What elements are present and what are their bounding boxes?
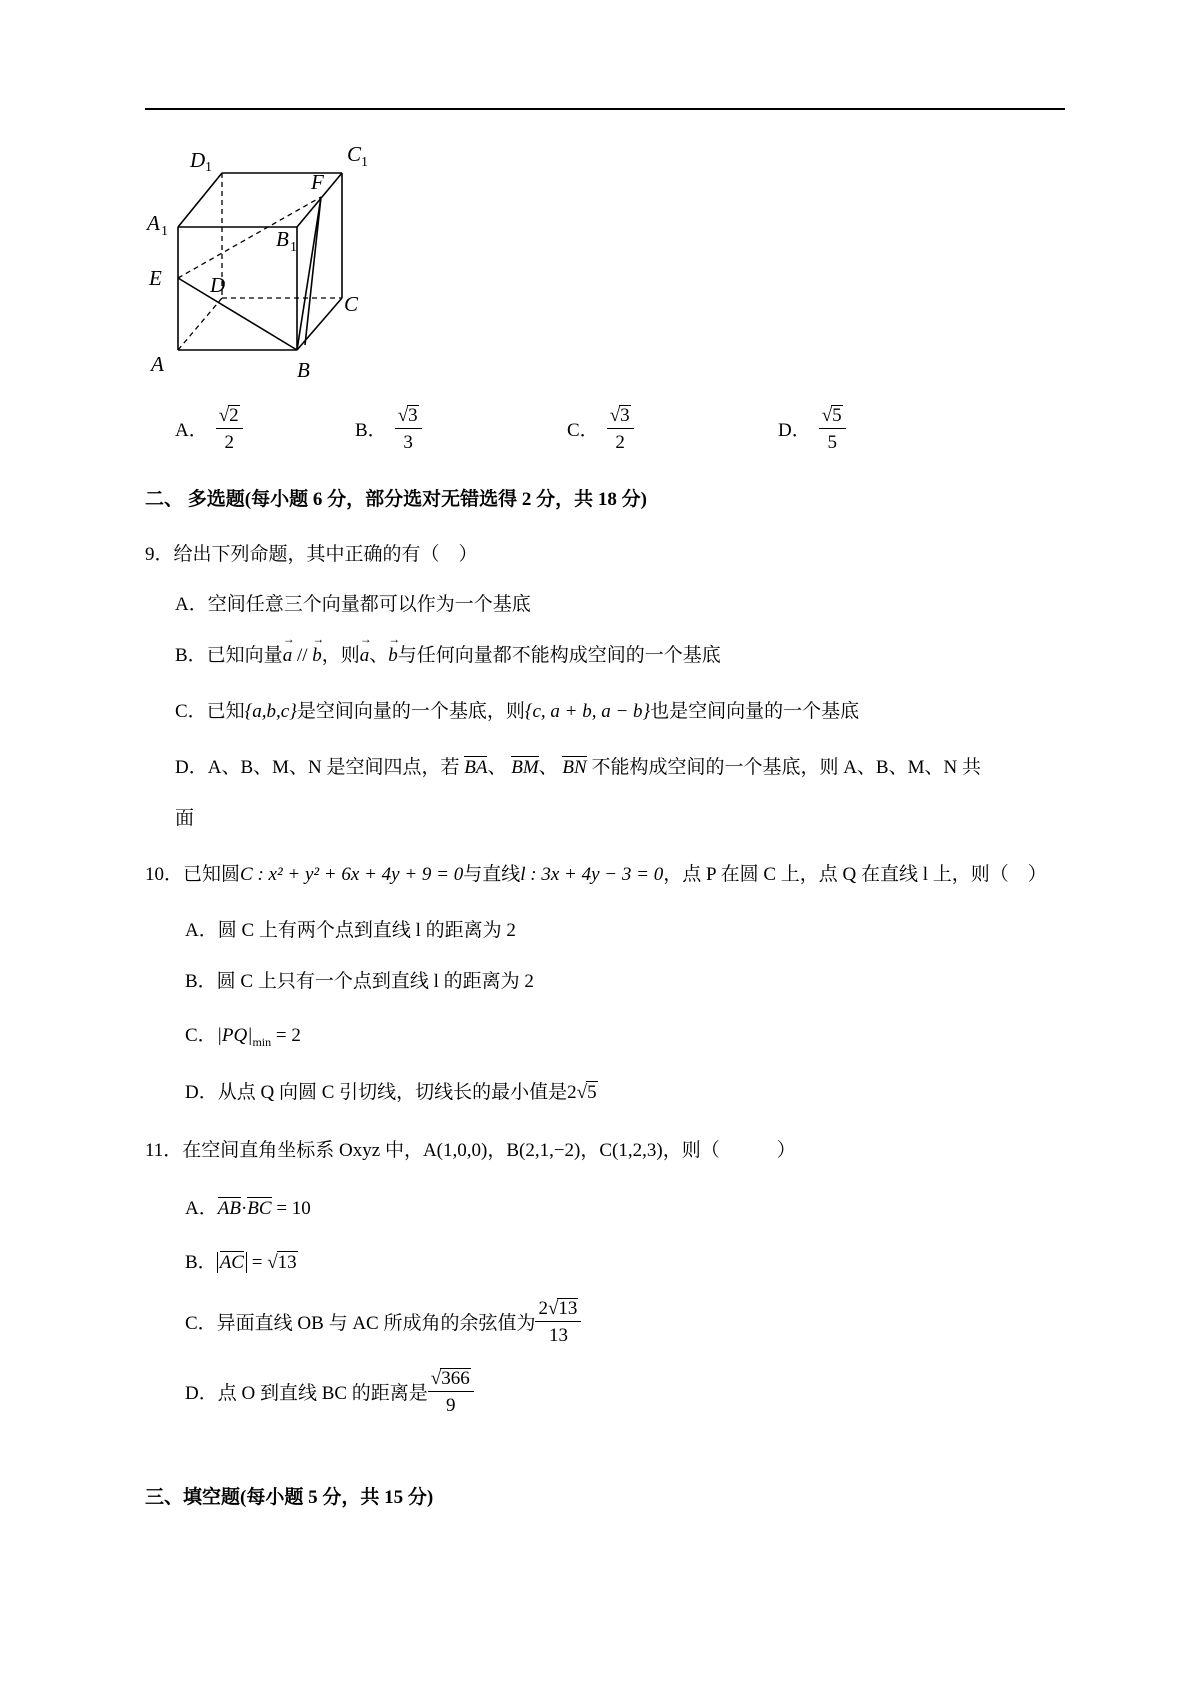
text: A． (185, 1198, 218, 1219)
q11-option-d[interactable] (185, 1368, 474, 1415)
parallel-symbol: // (292, 645, 313, 666)
label-a1: A (147, 211, 160, 235)
label-c1-sub: 1 (361, 155, 368, 170)
q9-option-b[interactable] (175, 640, 721, 667)
text: C． (185, 1025, 217, 1046)
text: D．A、B、M、N 是空间四点，若 (175, 757, 460, 778)
vector-ab: AB (217, 1198, 241, 1219)
text: = 10 (271, 1198, 311, 1219)
text: 不能构成空间的一个基底，则 A、B、M、N 共 (591, 757, 981, 778)
radicand: 3 (620, 405, 630, 426)
abs-pq: |PQ| (216, 1025, 253, 1046)
q9-stem: 9．给出下列命题，其中正确的有（ ） (145, 544, 478, 565)
vector-a: → a (283, 645, 293, 667)
text: = (246, 1252, 268, 1273)
label-a: A (151, 352, 164, 376)
vector-bc: BC (247, 1198, 272, 1219)
q10-option-c[interactable] (185, 1020, 301, 1050)
choice-key: B． (355, 420, 387, 441)
label-b: B (297, 358, 310, 382)
text: 也是空间向量的一个基底 (650, 701, 860, 722)
choice-key: D． (778, 420, 811, 441)
radicand: 2 (229, 405, 239, 426)
q8-choice-d[interactable] (778, 405, 846, 452)
line-equation: l : 3x + 4y − 3 = 0 (520, 864, 664, 885)
choice-key: C． (567, 420, 599, 441)
vector-ac: AC (219, 1252, 244, 1273)
section2-heading: 二、 多选题(每小题 6 分，部分选对无错选得 2 分，共 18 分) (145, 489, 647, 510)
label-b1-sub: 1 (290, 240, 297, 255)
cube-diagram (145, 145, 405, 395)
text: 10．已知圆 (145, 864, 241, 885)
radicand: 13 (277, 1252, 297, 1273)
radicand: 5 (587, 1082, 597, 1103)
q10-option-d[interactable]: D．从点 Q 向圆 C 引切线，切线长的最小值是2 √ 5 (185, 1082, 597, 1103)
text: 与任何向量都不能构成空间的一个基底 (397, 645, 721, 666)
vector-bn: BN (562, 757, 587, 778)
coefficient: 2 (538, 1298, 548, 1319)
circle-equation: C : x² + y² + 6x + 4y + 9 = 0 (240, 864, 464, 885)
q8-choice-a[interactable] (175, 405, 243, 452)
q10-option-a[interactable]: A．圆 C 上有两个点到直线 l 的距离为 2 (185, 920, 516, 941)
text: ，点 P 在圆 C 上，点 Q 在直线 l 上，则（ ） (663, 864, 1047, 885)
text: D．从点 Q 向圆 C 引切线，切线长的最小值是 (185, 1082, 568, 1103)
label-c: C (344, 292, 359, 316)
label-a1-sub: 1 (161, 224, 168, 239)
text: B． (185, 1252, 217, 1273)
radicand: 5 (832, 405, 842, 426)
label-c1: C (347, 145, 362, 166)
fraction: √ 3 2 (607, 405, 634, 452)
basis-set-2: {c, a + b, a − b} (524, 701, 651, 722)
q11-option-c[interactable] (185, 1298, 581, 1345)
segment-eb (178, 278, 297, 350)
denominator: 13 (548, 1325, 568, 1346)
radicand: 366 (441, 1368, 470, 1389)
vector-ba: BA (464, 757, 488, 778)
fraction: √ 2 2 (216, 405, 243, 452)
vector-bm: BM (511, 757, 539, 778)
basis-set: {a,b,c} (244, 701, 297, 722)
label-d: D (210, 273, 226, 297)
radicand: 13 (558, 1298, 578, 1319)
denominator: 2 (615, 432, 625, 453)
q8-choices (0, 405, 1200, 465)
fraction: 2 √ 13 13 (535, 1298, 581, 1345)
denominator: 5 (827, 432, 837, 453)
text: C．已知 (175, 701, 245, 722)
radicand: 3 (408, 405, 418, 426)
edge-a1d1 (178, 173, 222, 227)
q11-stem: 11．在空间直角坐标系 Oxyz 中，A(1,0,0)，B(2,1,−2)，C(1,2,3)，则（ ） (145, 1140, 796, 1161)
dot-operator: · (240, 1198, 248, 1219)
vector-a: → a (360, 645, 370, 667)
text: 是空间向量的一个基底，则 (296, 701, 525, 722)
fraction: √ 5 5 (819, 405, 846, 452)
label-d1: D (190, 148, 206, 172)
text: = 2 (271, 1025, 301, 1046)
label-e: E (149, 266, 162, 290)
text: ，则 (321, 645, 360, 666)
choice-key: A． (175, 420, 208, 441)
hidden-edge-ad (178, 298, 222, 350)
q9-option-c[interactable] (175, 696, 859, 723)
denominator: 3 (403, 432, 413, 453)
text: B．已知向量 (175, 645, 283, 666)
q8-choice-c[interactable] (567, 405, 634, 452)
q9-option-d-cont: 面 (175, 808, 195, 829)
fraction: √ 3 3 (395, 405, 422, 452)
fraction: √ 366 9 (428, 1368, 474, 1415)
text: 、 (538, 757, 558, 778)
q10-option-b[interactable]: B．圆 C 上只有一个点到直线 l 的距离为 2 (185, 971, 534, 992)
hidden-segment-ef (178, 197, 321, 278)
coefficient: 2 (567, 1082, 577, 1103)
subscript-min: min (252, 1034, 272, 1049)
q9-option-d[interactable] (175, 752, 981, 779)
segment-bf-2 (305, 197, 321, 345)
q8-choice-b[interactable] (355, 405, 422, 452)
label-b1: B (276, 227, 289, 251)
abs-bars (217, 1252, 247, 1273)
section3-heading: 三、填空题(每小题 5 分，共 15 分) (145, 1487, 434, 1508)
cube-figure (145, 145, 405, 395)
vector-b: → b (388, 645, 398, 667)
text: D．点 O 到直线 BC 的距离是 (185, 1383, 428, 1404)
label-f: F (311, 170, 324, 194)
text: C．异面直线 OB 与 AC 所成角的余弦值为 (185, 1313, 536, 1334)
denominator: 9 (446, 1395, 456, 1416)
text: 、 (369, 645, 389, 666)
q9-option-a[interactable]: A．空间任意三个向量都可以作为一个基底 (175, 594, 531, 615)
q11-option-b[interactable]: B． AC = √ 13 (185, 1252, 297, 1273)
label-d1-sub: 1 (205, 160, 212, 175)
vector-b: → b (312, 645, 322, 667)
text: 与直线 (463, 864, 521, 885)
top-rule (145, 108, 1065, 110)
text: 、 (487, 757, 507, 778)
q10-stem (145, 859, 1047, 886)
denominator: 2 (224, 432, 234, 453)
q11-option-a[interactable] (185, 1193, 311, 1220)
